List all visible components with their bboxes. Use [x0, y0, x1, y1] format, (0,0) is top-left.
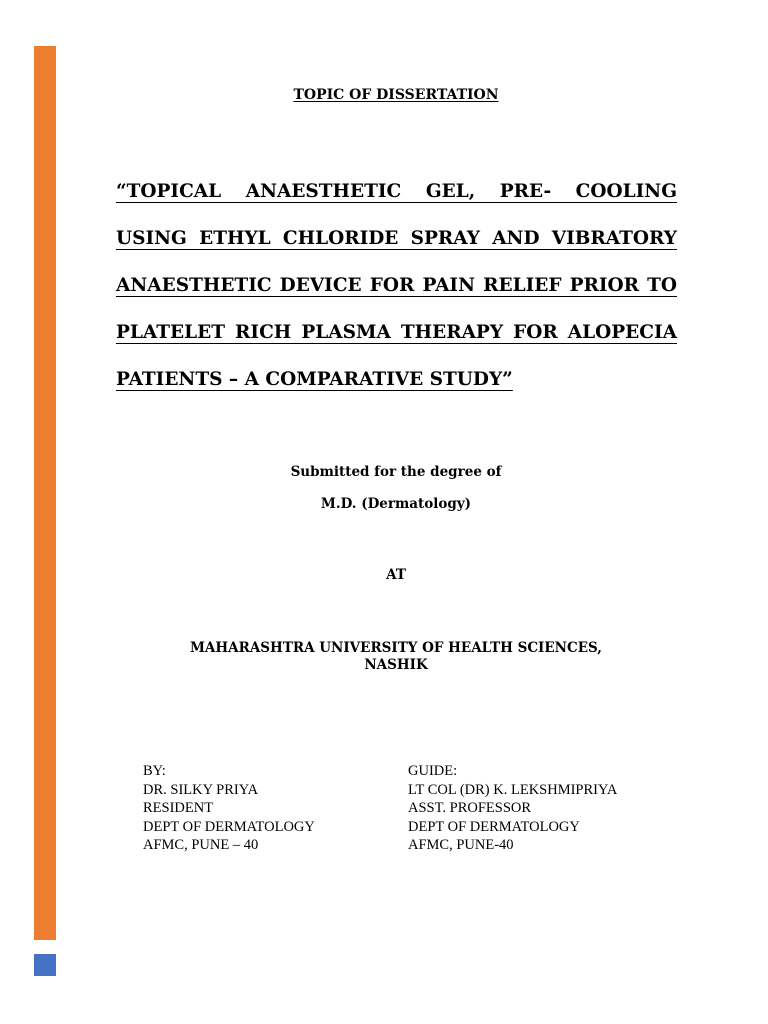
degree-text: M.D. (Dermatology): [320, 496, 472, 512]
at-text: AT: [386, 567, 406, 583]
guide-block: [408, 762, 617, 855]
by-institute: AFMC, PUNE – 40: [143, 837, 259, 854]
blue-corner-square: [34, 954, 56, 976]
dissertation-title-text: “TOPICAL ANAESTHETIC GEL, PRE- COOLING USING ETHYL CHLORIDE SPRAY AND VIBRATORY ANAESTHETIC DEVICE FOR PAIN RELIEF PRIOR TO PLATELET RICH PLASMA THERAPY FOR ALOPECIA PATIENTS – A COMPARATIVE STUDY”: [116, 181, 677, 390]
guide-department: DEPT OF DERMATOLOGY: [408, 818, 580, 835]
submitted-by-block: [143, 762, 315, 855]
orange-margin-bar: [34, 46, 56, 940]
university-line-2: NASHIK: [364, 657, 428, 673]
topic-heading: TOPIC OF DISSERTATION: [293, 87, 499, 103]
submitted-for-text: Submitted for the degree of: [290, 464, 502, 480]
university-line-1: MAHARASHTRA UNIVERSITY OF HEALTH SCIENCES,: [189, 640, 603, 656]
guide-name: LT COL (DR) K. LEKSHMIPRIYA: [408, 781, 618, 798]
university-name: [0, 640, 768, 674]
by-name: DR. SILKY PRIYA: [143, 781, 259, 798]
dissertation-title: [116, 168, 677, 403]
guide-institute: AFMC, PUNE-40: [408, 837, 514, 854]
guide-designation: ASST. PROFESSOR: [408, 800, 532, 817]
guide-label: GUIDE:: [408, 763, 458, 779]
by-department: DEPT OF DERMATOLOGY: [143, 818, 315, 835]
by-designation: RESIDENT: [143, 800, 214, 817]
by-label: BY:: [143, 763, 166, 779]
